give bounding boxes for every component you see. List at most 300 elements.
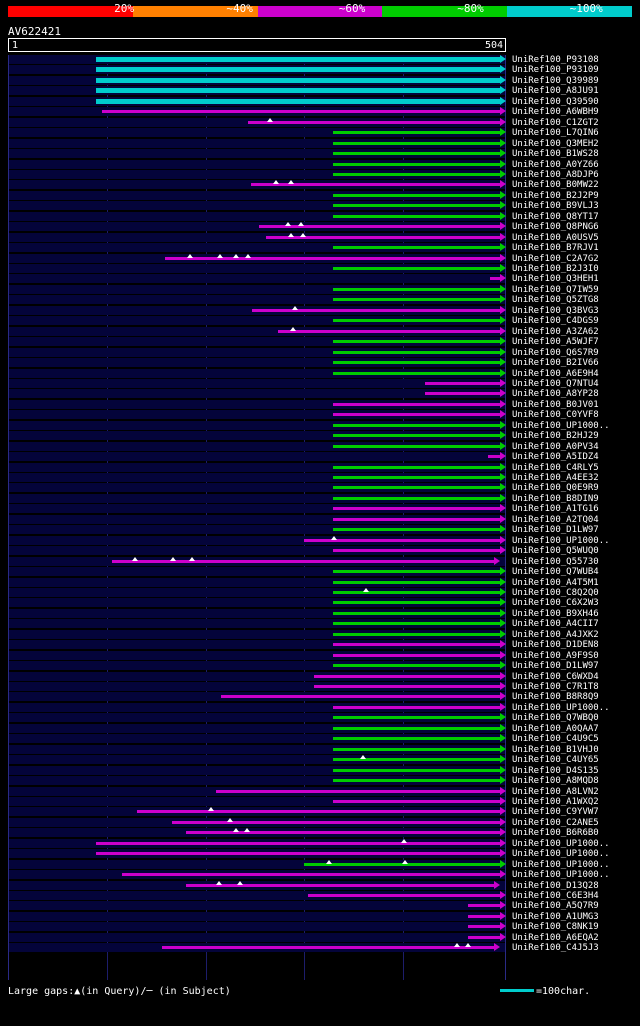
alignment-row[interactable] (9, 536, 505, 545)
hsp-bar[interactable] (333, 581, 500, 584)
subject-label[interactable]: UniRef100_D1LW97 (512, 525, 599, 535)
alignment-row[interactable] (9, 379, 505, 388)
alignment-row[interactable] (9, 128, 505, 137)
hsp-bar[interactable] (333, 727, 500, 730)
hsp-bar[interactable] (278, 330, 500, 333)
subject-label[interactable]: UniRef100_B1WS28 (512, 149, 599, 159)
subject-label[interactable]: UniRef100_A4T5M1 (512, 578, 599, 588)
hsp-bar[interactable] (333, 601, 500, 604)
subject-label[interactable]: UniRef100_C4UY65 (512, 755, 599, 765)
alignment-row[interactable] (9, 588, 505, 597)
subject-label[interactable]: UniRef100_A1UMG3 (512, 912, 599, 922)
subject-label[interactable]: UniRef100_B0JV01 (512, 400, 599, 410)
hsp-bar[interactable] (333, 612, 500, 615)
hsp-bar[interactable] (333, 403, 500, 406)
hsp-bar[interactable] (468, 904, 500, 907)
strand-arrow-icon (500, 160, 506, 168)
alignment-row[interactable] (9, 881, 505, 890)
subject-label[interactable]: UniRef100_A0YZ66 (512, 160, 599, 170)
hsp-bar[interactable] (490, 277, 500, 280)
hsp-bar[interactable] (333, 716, 500, 719)
hsp-bar[interactable] (96, 842, 500, 845)
subject-label[interactable]: UniRef100_UP1000.. (512, 703, 610, 713)
subject-label[interactable]: UniRef100_A9F9S0 (512, 651, 599, 661)
alignment-row[interactable] (9, 358, 505, 367)
query-gap-triangle-icon (170, 557, 176, 561)
subject-label[interactable]: UniRef100_Q5ZTG8 (512, 295, 599, 305)
hsp-bar[interactable] (137, 810, 500, 813)
hsp-bar[interactable] (333, 340, 500, 343)
hsp-bar[interactable] (333, 204, 500, 207)
legend-label-3: ~80% (457, 2, 484, 15)
alignment-row[interactable] (9, 400, 505, 409)
alignment-row[interactable] (9, 682, 505, 691)
query-gap-triangle-icon (267, 118, 273, 122)
alignment-row[interactable] (9, 609, 505, 618)
hsp-bar[interactable] (172, 821, 500, 824)
subject-label[interactable]: UniRef100_UP1000.. (512, 536, 610, 546)
alignment-row[interactable] (9, 703, 505, 712)
alignment-row[interactable] (9, 348, 505, 357)
subject-label[interactable]: UniRef100_Q55730 (512, 557, 599, 567)
hsp-bar[interactable] (333, 507, 500, 510)
hsp-bar[interactable] (333, 779, 500, 782)
subject-label[interactable]: UniRef100_A0QAA7 (512, 724, 599, 734)
alignment-row[interactable] (9, 212, 505, 221)
alignment-row[interactable] (9, 672, 505, 681)
alignment-row[interactable] (9, 828, 505, 837)
alignment-row[interactable] (9, 630, 505, 639)
strand-arrow-icon (500, 233, 506, 241)
hsp-bar[interactable] (333, 528, 500, 531)
strand-arrow-icon (500, 379, 506, 387)
hsp-bar[interactable] (333, 163, 500, 166)
alignment-row[interactable] (9, 149, 505, 158)
hsp-bar[interactable] (259, 225, 500, 228)
hsp-bar[interactable] (333, 476, 500, 479)
alignment-row[interactable] (9, 546, 505, 555)
alignment-row[interactable] (9, 912, 505, 921)
query-ruler (8, 38, 506, 52)
alignment-row[interactable] (9, 567, 505, 576)
alignment-row[interactable] (9, 410, 505, 419)
alignment-row[interactable] (9, 619, 505, 628)
subject-label[interactable]: UniRef100_Q3HEH1 (512, 274, 599, 284)
alignment-row[interactable] (9, 651, 505, 660)
alignment-row[interactable] (9, 180, 505, 189)
subject-label[interactable]: UniRef100_UP1000.. (512, 849, 610, 859)
subject-label[interactable]: UniRef100_UP1000.. (512, 870, 610, 880)
alignment-row[interactable] (9, 473, 505, 482)
alignment-row[interactable] (9, 922, 505, 931)
subject-label[interactable]: UniRef100_Q7NTU4 (512, 379, 599, 389)
subject-label[interactable]: UniRef100_A6E9H4 (512, 369, 599, 379)
strand-arrow-icon (500, 180, 506, 188)
alignment-row[interactable] (9, 860, 505, 869)
hsp-bar[interactable] (333, 643, 500, 646)
subject-label[interactable]: UniRef100_P93108 (512, 55, 599, 65)
hsp-bar[interactable] (488, 455, 500, 458)
alignment-row[interactable] (9, 254, 505, 263)
hsp-bar[interactable] (333, 622, 500, 625)
subject-label[interactable]: UniRef100_C0YVF8 (512, 410, 599, 420)
alignment-row[interactable] (9, 431, 505, 440)
alignment-row[interactable] (9, 55, 505, 64)
hsp-bar[interactable] (333, 748, 500, 751)
hsp-bar[interactable] (333, 769, 500, 772)
strand-arrow-icon (500, 672, 506, 680)
hsp-bar[interactable] (216, 790, 500, 793)
subject-label[interactable]: UniRef100_B8R8Q9 (512, 692, 599, 702)
alignment-row[interactable] (9, 337, 505, 346)
alignment-row[interactable] (9, 807, 505, 816)
hsp-bar[interactable] (314, 685, 500, 688)
subject-label[interactable]: UniRef100_Q5WUQ0 (512, 546, 599, 556)
subject-label[interactable]: UniRef100_C2ANE5 (512, 818, 599, 828)
alignment-row[interactable] (9, 463, 505, 472)
hsp-bar[interactable] (333, 466, 500, 469)
alignment-row[interactable] (9, 692, 505, 701)
alignment-row[interactable] (9, 65, 505, 74)
hsp-bar[interactable] (96, 67, 500, 72)
alignment-row[interactable] (9, 285, 505, 294)
hsp-bar[interactable] (333, 549, 500, 552)
hsp-bar[interactable] (333, 361, 500, 364)
alignment-row[interactable] (9, 839, 505, 848)
subject-label[interactable]: UniRef100_UP1000.. (512, 860, 610, 870)
subject-label[interactable]: UniRef100_B9VLJ3 (512, 201, 599, 211)
strand-arrow-icon (500, 661, 506, 669)
subject-label[interactable]: UniRef100_Q7IW59 (512, 285, 599, 295)
subject-label[interactable]: UniRef100_A3ZA62 (512, 327, 599, 337)
subject-label[interactable]: UniRef100_B0MW22 (512, 180, 599, 190)
subject-label[interactable]: UniRef100_C7R1T8 (512, 682, 599, 692)
alignment-row[interactable] (9, 483, 505, 492)
hsp-bar[interactable] (333, 215, 500, 218)
strand-arrow-icon (500, 170, 506, 178)
subject-label[interactable]: UniRef100_C4DGS9 (512, 316, 599, 326)
hsp-bar[interactable] (333, 173, 500, 176)
strand-arrow-icon (500, 713, 506, 721)
strand-arrow-icon (500, 619, 506, 627)
strand-arrow-icon (500, 525, 506, 533)
strand-arrow-icon (500, 933, 506, 941)
hsp-bar[interactable] (333, 131, 500, 134)
hsp-bar[interactable] (333, 591, 500, 594)
strand-arrow-icon (500, 358, 506, 366)
alignment-row[interactable] (9, 76, 505, 85)
subject-label[interactable]: UniRef100_C4RLY5 (512, 463, 599, 473)
hsp-bar[interactable] (333, 497, 500, 500)
subject-label[interactable]: UniRef100_A1WXQ2 (512, 797, 599, 807)
strand-arrow-icon (500, 421, 506, 429)
subject-label[interactable]: UniRef100_B2HJ29 (512, 431, 599, 441)
strand-arrow-icon (500, 369, 506, 377)
alignment-row[interactable] (9, 640, 505, 649)
query-gap-triangle-icon (360, 755, 366, 759)
subject-label[interactable]: UniRef100_C8Q2Q0 (512, 588, 599, 598)
subject-label[interactable]: UniRef100_Q3BVG3 (512, 306, 599, 316)
alignment-row[interactable] (9, 421, 505, 430)
query-gap-triangle-icon (237, 881, 243, 885)
strand-arrow-icon (500, 766, 506, 774)
subject-label[interactable]: UniRef100_C2A7G2 (512, 254, 599, 264)
alignment-row[interactable] (9, 442, 505, 451)
alignment-row[interactable] (9, 170, 505, 179)
alignment-row[interactable] (9, 713, 505, 722)
strand-arrow-icon (500, 515, 506, 523)
subject-label[interactable]: UniRef100_Q8YT17 (512, 212, 599, 222)
alignment-row[interactable] (9, 766, 505, 775)
subject-label[interactable]: UniRef100_A6EQA2 (512, 933, 599, 943)
alignment-row[interactable] (9, 327, 505, 336)
strand-arrow-icon (500, 306, 506, 314)
subject-label[interactable]: UniRef100_D13Q28 (512, 881, 599, 891)
subject-label[interactable]: UniRef100_A4JXK2 (512, 630, 599, 640)
strand-arrow-icon (500, 504, 506, 512)
alignment-row[interactable] (9, 369, 505, 378)
hsp-bar[interactable] (333, 267, 500, 270)
alignment-row[interactable] (9, 97, 505, 106)
subject-label[interactable]: UniRef100_L7QIN6 (512, 128, 599, 138)
query-gap-triangle-icon (233, 828, 239, 832)
hsp-bar[interactable] (221, 695, 500, 698)
subject-label[interactable]: UniRef100_D1LW97 (512, 661, 599, 671)
query-gap-triangle-icon (216, 881, 222, 885)
hsp-bar[interactable] (96, 88, 500, 93)
subject-label[interactable]: UniRef100_A8JU91 (512, 86, 599, 96)
hsp-bar[interactable] (425, 392, 500, 395)
alignment-row[interactable] (9, 295, 505, 304)
strand-arrow-icon (500, 682, 506, 690)
alignment-row[interactable] (9, 724, 505, 733)
hsp-bar[interactable] (468, 936, 500, 939)
hsp-bar[interactable] (468, 915, 500, 918)
strand-arrow-icon (500, 651, 506, 659)
alignment-row[interactable] (9, 494, 505, 503)
hsp-bar[interactable] (252, 309, 500, 312)
alignment-row[interactable] (9, 901, 505, 910)
alignment-row[interactable] (9, 191, 505, 200)
alignment-row[interactable] (9, 201, 505, 210)
subject-label[interactable]: UniRef100_UP1000.. (512, 421, 610, 431)
subject-label[interactable]: UniRef100_C8NK19 (512, 922, 599, 932)
subject-label[interactable]: UniRef100_C6WXD4 (512, 672, 599, 682)
subject-label[interactable]: UniRef100_A8YP28 (512, 389, 599, 399)
strand-arrow-icon (500, 922, 506, 930)
hsp-bar[interactable] (333, 445, 500, 448)
hsp-bar[interactable] (333, 570, 500, 573)
hsp-bar[interactable] (122, 873, 500, 876)
alignment-row[interactable] (9, 891, 505, 900)
query-gap-triangle-icon (402, 860, 408, 864)
hsp-bar[interactable] (248, 121, 500, 124)
subject-label[interactable]: UniRef100_UP1000.. (512, 839, 610, 849)
hsp-bar[interactable] (96, 852, 500, 855)
subject-label[interactable]: UniRef100_B2J2P9 (512, 191, 599, 201)
alignment-row[interactable] (9, 316, 505, 325)
subject-label[interactable]: UniRef100_A0USV5 (512, 233, 599, 243)
alignment-row[interactable] (9, 870, 505, 879)
legend-label-2: ~60% (338, 2, 366, 15)
alignment-row[interactable] (9, 504, 505, 513)
alignment-row[interactable] (9, 389, 505, 398)
alignment-row[interactable] (9, 306, 505, 315)
alignment-row[interactable] (9, 755, 505, 764)
hsp-bar[interactable] (333, 194, 500, 197)
hsp-bar[interactable] (102, 110, 500, 113)
subject-label[interactable]: UniRef100_C4U9C5 (512, 734, 599, 744)
subject-label[interactable]: UniRef100_A0PV34 (512, 442, 599, 452)
subject-label[interactable]: UniRef100_A8LVN2 (512, 787, 599, 797)
alignment-row[interactable] (9, 139, 505, 148)
subject-label[interactable]: UniRef100_A8DJP6 (512, 170, 599, 180)
subject-label[interactable]: UniRef100_C1ZGT2 (512, 118, 599, 128)
alignment-row[interactable] (9, 776, 505, 785)
subject-label[interactable]: UniRef100_B6R6B0 (512, 828, 599, 838)
subject-label[interactable]: UniRef100_C6E3H4 (512, 891, 599, 901)
query-gap-triangle-icon (189, 557, 195, 561)
subject-label[interactable]: UniRef100_P93109 (512, 65, 599, 75)
subject-label[interactable]: UniRef100_A6WBH9 (512, 107, 599, 117)
hsp-bar[interactable] (162, 946, 495, 949)
hsp-bar[interactable] (314, 675, 500, 678)
hsp-bar[interactable] (96, 78, 500, 83)
hsp-bar[interactable] (333, 664, 500, 667)
hsp-bar[interactable] (333, 737, 500, 740)
strand-arrow-icon (500, 107, 506, 115)
subject-label[interactable]: UniRef100_B1VHJ0 (512, 745, 599, 755)
alignment-row[interactable] (9, 515, 505, 524)
subject-label[interactable]: UniRef100_Q0E9R9 (512, 483, 599, 493)
hsp-bar[interactable] (333, 372, 500, 375)
alignment-row[interactable] (9, 578, 505, 587)
alignment-row[interactable] (9, 525, 505, 534)
query-gap-triangle-icon (454, 943, 460, 947)
hsp-bar[interactable] (96, 57, 500, 62)
subject-label[interactable]: UniRef100_D4S135 (512, 766, 599, 776)
query-gap-triangle-icon (288, 180, 294, 184)
alignment-row[interactable] (9, 107, 505, 116)
hsp-bar[interactable] (468, 925, 500, 928)
subject-label[interactable]: UniRef100_B7RJV1 (512, 243, 599, 253)
subject-label[interactable]: UniRef100_A4EE32 (512, 473, 599, 483)
alignment-row[interactable] (9, 598, 505, 607)
hsp-bar[interactable] (333, 152, 500, 155)
subject-label[interactable]: UniRef100_A5Q7R9 (512, 901, 599, 911)
strand-arrow-icon (500, 870, 506, 878)
query-gap-triangle-icon (300, 233, 306, 237)
hsp-bar[interactable] (333, 706, 500, 709)
subject-label[interactable]: UniRef100_Q3MEH2 (512, 139, 599, 149)
hsp-bar[interactable] (333, 424, 500, 427)
row-background (9, 901, 505, 910)
row-background (9, 452, 505, 461)
subject-label[interactable]: UniRef100_B8DIN9 (512, 494, 599, 504)
strand-arrow-icon (494, 943, 500, 951)
hsp-bar[interactable] (333, 518, 500, 521)
hsp-bar[interactable] (333, 142, 500, 145)
subject-label[interactable]: UniRef100_Q8PNG6 (512, 222, 599, 232)
alignment-row[interactable] (9, 222, 505, 231)
alignment-row[interactable] (9, 452, 505, 461)
hsp-bar[interactable] (96, 99, 500, 104)
row-background (9, 912, 505, 921)
subject-label[interactable]: UniRef100_A5WJF7 (512, 337, 599, 347)
alignment-row[interactable] (9, 233, 505, 242)
hsp-bar[interactable] (425, 382, 500, 385)
hsp-bar[interactable] (333, 319, 500, 322)
subject-label[interactable]: UniRef100_B9XH46 (512, 609, 599, 619)
subject-label[interactable]: UniRef100_B2J3I0 (512, 264, 599, 274)
subject-label[interactable]: UniRef100_A8MQD8 (512, 776, 599, 786)
alignment-row[interactable] (9, 118, 505, 127)
strand-arrow-icon (500, 201, 506, 209)
alignment-row[interactable] (9, 243, 505, 252)
hsp-bar[interactable] (308, 894, 500, 897)
subject-label[interactable]: UniRef100_Q39590 (512, 97, 599, 107)
strand-arrow-icon (500, 483, 506, 491)
query-gap-triangle-icon (187, 254, 193, 258)
hsp-bar[interactable] (186, 884, 494, 887)
subject-label[interactable]: UniRef100_D1DEN8 (512, 640, 599, 650)
alignment-row[interactable] (9, 86, 505, 95)
hsp-bar[interactable] (333, 351, 500, 354)
hsp-bar[interactable] (333, 434, 500, 437)
hsp-bar[interactable] (333, 486, 500, 489)
hsp-bar[interactable] (333, 288, 500, 291)
alignment-row[interactable] (9, 734, 505, 743)
alignment-row[interactable] (9, 933, 505, 942)
alignment-row[interactable] (9, 943, 505, 952)
alignment-row[interactable] (9, 849, 505, 858)
subject-label[interactable]: UniRef100_A4CII7 (512, 619, 599, 629)
hsp-bar[interactable] (333, 413, 500, 416)
subject-label[interactable]: UniRef100_C4J5J3 (512, 943, 599, 953)
hsp-bar[interactable] (333, 298, 500, 301)
alignment-row[interactable] (9, 797, 505, 806)
strand-arrow-icon (500, 65, 506, 73)
subject-label[interactable]: UniRef100_C9YVW7 (512, 807, 599, 817)
alignment-row[interactable] (9, 274, 505, 283)
subject-label[interactable]: UniRef100_C6X2W3 (512, 598, 599, 608)
alignment-row[interactable] (9, 557, 505, 566)
hsp-bar[interactable] (333, 633, 500, 636)
subject-label[interactable]: UniRef100_Q7WBQ0 (512, 713, 599, 723)
subject-label[interactable]: UniRef100_B2IV66 (512, 358, 599, 368)
alignment-row[interactable] (9, 818, 505, 827)
subject-label[interactable]: UniRef100_A1TG16 (512, 504, 599, 514)
alignment-row[interactable] (9, 661, 505, 670)
subject-label[interactable]: UniRef100_A2TQ04 (512, 515, 599, 525)
subject-label[interactable]: UniRef100_A5IDZ4 (512, 452, 599, 462)
strand-arrow-icon (500, 734, 506, 742)
hsp-bar[interactable] (333, 800, 500, 803)
subject-label[interactable]: UniRef100_Q7WUB4 (512, 567, 599, 577)
hsp-bar[interactable] (333, 758, 500, 761)
subject-label[interactable]: UniRef100_Q39989 (512, 76, 599, 86)
hsp-bar[interactable] (333, 246, 500, 249)
subject-label[interactable]: UniRef100_Q6S7R9 (512, 348, 599, 358)
query-gap-triangle-icon (233, 254, 239, 258)
alignment-row[interactable] (9, 787, 505, 796)
alignment-row[interactable] (9, 745, 505, 754)
alignment-row[interactable] (9, 160, 505, 169)
strand-arrow-icon (500, 243, 506, 251)
alignment-row[interactable] (9, 264, 505, 273)
hsp-bar[interactable] (333, 654, 500, 657)
query-gap-triangle-icon (245, 254, 251, 258)
